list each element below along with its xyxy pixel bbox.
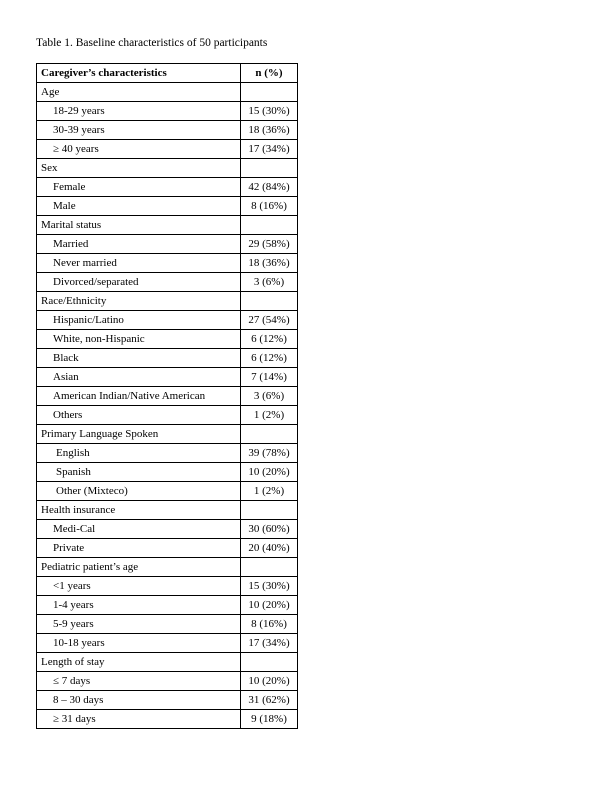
row-label: Sex xyxy=(37,159,241,178)
row-label: 1-4 years xyxy=(37,596,241,615)
row-label: 5-9 years xyxy=(37,615,241,634)
table-caption: Table 1. Baseline characteristics of 50 participants xyxy=(36,37,268,49)
table-row xyxy=(37,406,298,425)
table-row xyxy=(37,482,298,501)
table-header-row xyxy=(37,64,298,83)
table-row xyxy=(37,311,298,330)
table-row xyxy=(37,140,298,159)
row-label: 18-29 years xyxy=(37,102,241,121)
row-value: 3 (6%) xyxy=(241,273,298,292)
table-row xyxy=(37,387,298,406)
row-value: 31 (62%) xyxy=(241,691,298,710)
table-row xyxy=(37,235,298,254)
row-value xyxy=(241,653,298,672)
header-n-percent: n (%) xyxy=(241,64,298,83)
row-label: Divorced/separated xyxy=(37,273,241,292)
row-value: 30 (60%) xyxy=(241,520,298,539)
row-value xyxy=(241,83,298,102)
row-label: 10-18 years xyxy=(37,634,241,653)
table-category-row xyxy=(37,216,298,235)
row-label: Pediatric patient’s age xyxy=(37,558,241,577)
row-label: ≤ 7 days xyxy=(37,672,241,691)
table-row xyxy=(37,463,298,482)
row-label: Black xyxy=(37,349,241,368)
baseline-characteristics-table xyxy=(36,63,298,729)
row-value: 29 (58%) xyxy=(241,235,298,254)
row-value: 27 (54%) xyxy=(241,311,298,330)
row-value: 8 (16%) xyxy=(241,197,298,216)
row-value: 20 (40%) xyxy=(241,539,298,558)
table-category-row xyxy=(37,501,298,520)
table-row xyxy=(37,710,298,729)
table-row xyxy=(37,577,298,596)
row-value: 39 (78%) xyxy=(241,444,298,463)
table-row xyxy=(37,596,298,615)
table-category-row xyxy=(37,83,298,102)
row-value: 18 (36%) xyxy=(241,254,298,273)
table-category-row xyxy=(37,425,298,444)
row-label: Never married xyxy=(37,254,241,273)
table-row xyxy=(37,634,298,653)
table-row xyxy=(37,615,298,634)
table-row xyxy=(37,330,298,349)
row-label: Private xyxy=(37,539,241,558)
row-label: Other (Mixteco) xyxy=(37,482,241,501)
table-row xyxy=(37,273,298,292)
table-row xyxy=(37,368,298,387)
row-label: Hispanic/Latino xyxy=(37,311,241,330)
row-label: Health insurance xyxy=(37,501,241,520)
row-value: 3 (6%) xyxy=(241,387,298,406)
table-row xyxy=(37,121,298,140)
row-label: American Indian/Native American xyxy=(37,387,241,406)
table-row xyxy=(37,672,298,691)
table-row xyxy=(37,349,298,368)
row-value: 10 (20%) xyxy=(241,672,298,691)
table-row xyxy=(37,444,298,463)
row-value: 8 (16%) xyxy=(241,615,298,634)
row-value: 6 (12%) xyxy=(241,330,298,349)
table-row xyxy=(37,102,298,121)
table-row xyxy=(37,691,298,710)
row-label: Age xyxy=(37,83,241,102)
row-value: 15 (30%) xyxy=(241,102,298,121)
row-value xyxy=(241,216,298,235)
row-value: 7 (14%) xyxy=(241,368,298,387)
row-value xyxy=(241,501,298,520)
row-value xyxy=(241,292,298,311)
table-row xyxy=(37,197,298,216)
row-value: 10 (20%) xyxy=(241,596,298,615)
row-value: 18 (36%) xyxy=(241,121,298,140)
row-label: ≥ 31 days xyxy=(37,710,241,729)
row-value xyxy=(241,159,298,178)
row-value xyxy=(241,425,298,444)
row-label: Race/Ethnicity xyxy=(37,292,241,311)
table-row xyxy=(37,520,298,539)
table-row xyxy=(37,254,298,273)
row-label: Primary Language Spoken xyxy=(37,425,241,444)
row-value: 1 (2%) xyxy=(241,482,298,501)
row-value: 1 (2%) xyxy=(241,406,298,425)
row-label: Male xyxy=(37,197,241,216)
table-body xyxy=(37,83,298,729)
table-row xyxy=(37,539,298,558)
table-category-row xyxy=(37,653,298,672)
row-value: 42 (84%) xyxy=(241,178,298,197)
row-value xyxy=(241,558,298,577)
table-row xyxy=(37,178,298,197)
row-label: Asian xyxy=(37,368,241,387)
row-label: White, non-Hispanic xyxy=(37,330,241,349)
row-label: 8 – 30 days xyxy=(37,691,241,710)
row-value: 15 (30%) xyxy=(241,577,298,596)
row-label: English xyxy=(37,444,241,463)
row-value: 6 (12%) xyxy=(241,349,298,368)
row-value: 17 (34%) xyxy=(241,634,298,653)
row-value: 9 (18%) xyxy=(241,710,298,729)
header-characteristics: Caregiver’s characteristics xyxy=(37,64,241,83)
row-label: Marital status xyxy=(37,216,241,235)
row-label: 30-39 years xyxy=(37,121,241,140)
row-label: Others xyxy=(37,406,241,425)
row-label: <1 years xyxy=(37,577,241,596)
row-label: Length of stay xyxy=(37,653,241,672)
row-label: Married xyxy=(37,235,241,254)
row-value: 10 (20%) xyxy=(241,463,298,482)
table-category-row xyxy=(37,558,298,577)
row-value: 17 (34%) xyxy=(241,140,298,159)
row-label: ≥ 40 years xyxy=(37,140,241,159)
row-label: Spanish xyxy=(37,463,241,482)
row-label: Female xyxy=(37,178,241,197)
table-category-row xyxy=(37,159,298,178)
row-label: Medi-Cal xyxy=(37,520,241,539)
table-category-row xyxy=(37,292,298,311)
